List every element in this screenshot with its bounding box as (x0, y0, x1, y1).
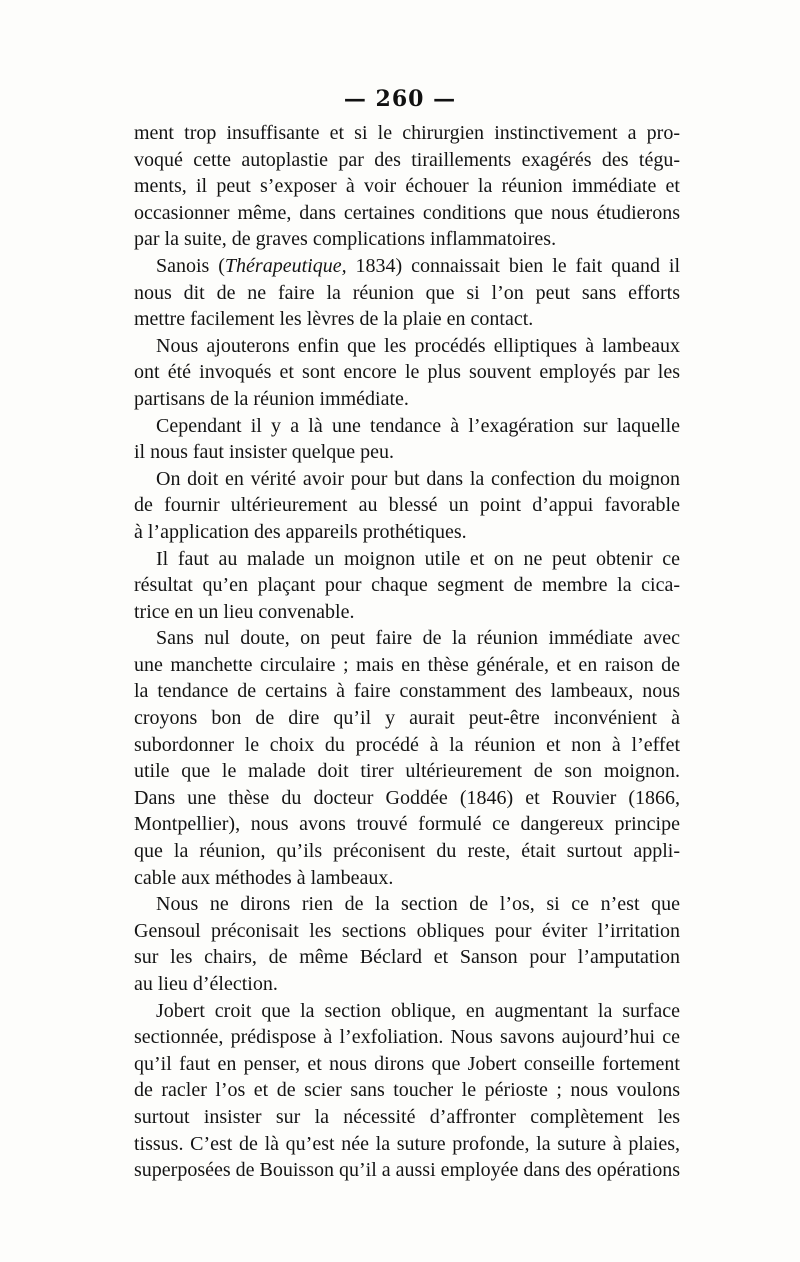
text-line: superposées de Bouisson qu’il a aussi employée dans des opérations (134, 1159, 680, 1182)
text-line-rest: connaissait bien le fait quand il (411, 254, 680, 277)
text-line: Dans une thèse du docteur Goddée (1846) et Rouvier (1866, (134, 786, 680, 809)
text-line: que la réunion, qu’ils préconisent du reste, était surtout appli- (134, 840, 680, 863)
text-line: nous dit de ne faire la réunion que si l’on peut sans efforts (134, 281, 680, 304)
text-line: On doit en vérité avoir pour but dans la confection du moignon (156, 467, 680, 490)
text-line: Cependant il y a là une tendance à l’exagération sur laquelle (156, 414, 680, 437)
body-text (134, 120, 680, 1184)
text-line: tissus. C’est de là qu’est née la suture profonde, la suture à plaies, (134, 1132, 680, 1155)
text-line: la tendance de certains à faire constamment des lambeaux, nous (134, 680, 680, 703)
text-line: au lieu d’élection. (134, 973, 278, 995)
text-line: sur les chairs, de même Béclard et Sanson pour l’amputation (134, 946, 680, 969)
text-line: il nous faut insister quelque peu. (134, 441, 394, 464)
text-line: Nous ajouterons enfin que les procédés elliptiques à lambeaux (156, 334, 680, 357)
text-line: Gensoul préconisait les sections obliques pour éviter l’irritation (134, 919, 680, 942)
text-line: voqué cette autoplastie par des tiraillements exagérés des tégu- (134, 148, 680, 171)
text-line: ment trop insuffisante et si le chirurgien instinctivement a pro- (134, 122, 680, 144)
page-number: — 260 — (343, 86, 457, 112)
text-line: qu’il faut en penser, et nous dirons que Jobert conseille fortement (134, 1052, 680, 1075)
text-line: surtout insister sur la nécessité d’affronter complètement les (134, 1105, 680, 1128)
text-line: Montpellier), nous avons trouvé formulé ce dangereux principe (134, 813, 680, 836)
text-line: ont été invoqués et sont encore le plus souvent employés par les (134, 361, 680, 384)
work-title: Thérapeutique, (224, 254, 347, 277)
text-line: Il faut au malade un moignon utile et on ne peut obtenir ce (156, 547, 680, 570)
text-line: subordonner le choix du procédé à la réunion et non à l’effet (134, 733, 680, 756)
text-line: partisans de la réunion immédiate. (134, 387, 409, 410)
text-line: résultat qu’en plaçant pour chaque segment de membre la cica- (134, 574, 680, 597)
text-line: de fournir ultérieurement au blessé un point d’appui favorable (134, 494, 680, 517)
text-line: Nous ne dirons rien de la section de l’os, si ce n’est que (156, 893, 680, 916)
text-line: trice en un lieu convenable. (134, 600, 355, 623)
text-line: de racler l’os et de scier sans toucher le périoste ; nous voulons (134, 1079, 680, 1102)
text-line: une manchette circulaire ; mais en thèse générale, et en raison de (134, 653, 680, 676)
text-line: ments, il peut s’exposer à voir échouer la réunion immédiate et (134, 175, 680, 198)
text-line: utile que le malade doit tirer ultérieurement de son moignon. (134, 760, 680, 783)
text-line: mettre facilement les lèvres de la plaie en contact. (134, 308, 534, 331)
work-year: 1834) (346, 254, 403, 277)
text-line: occasionner même, dans certaines conditions que nous étudierons (134, 201, 680, 224)
text-line: à l’application des appareils prothétiques. (134, 520, 467, 543)
text-line: par la suite, de graves complications inflammatoires. (134, 228, 557, 251)
text-line: sectionnée, prédispose à l’exfoliation. Nous savons aujourd’hui ce (134, 1026, 680, 1049)
text-line-sanois (134, 253, 680, 280)
text-line: Jobert croit que la section oblique, en augmentant la surface (156, 999, 680, 1022)
text-line: croyons bon de dire qu’il y aurait peut-être inconvénient à (134, 707, 680, 730)
text-line: Sans nul doute, on peut faire de la réunion immédiate avec (156, 627, 680, 650)
text-line: cable aux méthodes à lambeaux. (134, 866, 394, 889)
author-name: Sanois ( (156, 254, 225, 277)
